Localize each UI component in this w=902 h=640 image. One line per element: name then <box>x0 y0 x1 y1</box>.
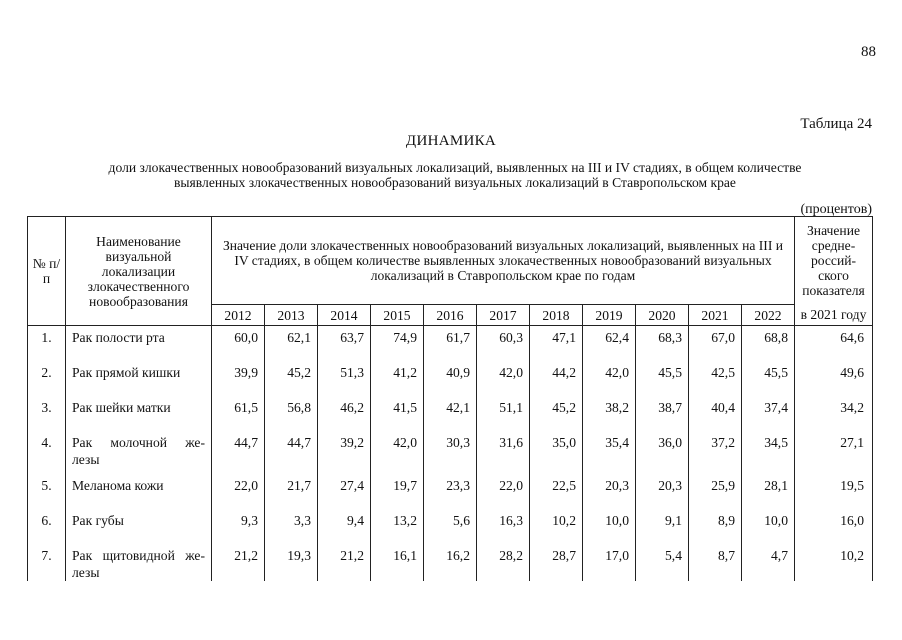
row-number: 2. <box>28 361 66 396</box>
header-avg-bottom: в 2021 году <box>795 305 873 326</box>
row-value: 19,7 <box>371 474 424 509</box>
row-value: 37,2 <box>689 431 742 474</box>
row-name-line-1: Рак губы <box>72 513 124 528</box>
header-name: Наименование визуальной локализации злокачественного новообразования <box>66 217 212 326</box>
row-average: 27,1 <box>795 431 873 474</box>
row-value: 9,1 <box>636 509 689 544</box>
row-value: 60,0 <box>212 326 265 362</box>
row-name <box>66 361 212 396</box>
row-value: 42,0 <box>477 361 530 396</box>
header-year: 2021 <box>689 305 742 326</box>
row-value: 61,5 <box>212 396 265 431</box>
row-value: 22,5 <box>530 474 583 509</box>
row-value: 35,4 <box>583 431 636 474</box>
row-value: 31,6 <box>477 431 530 474</box>
row-value: 44,2 <box>530 361 583 396</box>
row-name-line-1: Меланома кожи <box>72 478 164 493</box>
row-value: 40,4 <box>689 396 742 431</box>
row-name-line-2: лезы <box>72 452 100 467</box>
header-year: 2016 <box>424 305 477 326</box>
row-value: 21,7 <box>265 474 318 509</box>
row-value: 16,2 <box>424 544 477 581</box>
header-year: 2022 <box>742 305 795 326</box>
subtitle-line-2: выявленных злокачественных новообразований визуальных локализаций в Ставропольском крае <box>174 175 736 190</box>
row-name <box>66 509 212 544</box>
header-values-group: Значение доли злокачественных новообразований визуальных локализаций, выявленных на III и IV стадиях, в общем количестве выявленных злокачественных новообразований визуальных локализаций в Ставропольском крае по годам <box>212 217 795 305</box>
row-value: 39,2 <box>318 431 371 474</box>
row-average: 16,0 <box>795 509 873 544</box>
row-average: 49,6 <box>795 361 873 396</box>
row-value: 28,1 <box>742 474 795 509</box>
row-value: 61,7 <box>424 326 477 362</box>
row-name <box>66 474 212 509</box>
table-header <box>28 217 873 326</box>
row-name-line-1: Рак молочной же- <box>72 435 205 450</box>
row-value: 13,2 <box>371 509 424 544</box>
row-value: 68,8 <box>742 326 795 362</box>
row-number: 5. <box>28 474 66 509</box>
row-value: 62,1 <box>265 326 318 362</box>
row-name-line-2: лезы <box>72 565 100 580</box>
row-value: 10,2 <box>530 509 583 544</box>
row-value: 4,7 <box>742 544 795 581</box>
table-row <box>28 396 873 431</box>
header-year: 2020 <box>636 305 689 326</box>
row-value: 68,3 <box>636 326 689 362</box>
row-value: 63,7 <box>318 326 371 362</box>
units-label: (процентов) <box>800 202 872 217</box>
row-value: 51,1 <box>477 396 530 431</box>
row-value: 5,6 <box>424 509 477 544</box>
row-average: 19,5 <box>795 474 873 509</box>
table-row <box>28 431 873 474</box>
header-year: 2013 <box>265 305 318 326</box>
row-name-line-1: Рак щитовидной же- <box>72 548 205 563</box>
row-value: 62,4 <box>583 326 636 362</box>
header-year: 2018 <box>530 305 583 326</box>
row-value: 56,8 <box>265 396 318 431</box>
row-value: 19,3 <box>265 544 318 581</box>
table-row <box>28 509 873 544</box>
row-value: 10,0 <box>583 509 636 544</box>
row-average: 10,2 <box>795 544 873 581</box>
row-value: 9,3 <box>212 509 265 544</box>
row-name-line-1: Рак полости рта <box>72 330 165 345</box>
row-value: 22,0 <box>477 474 530 509</box>
row-value: 44,7 <box>265 431 318 474</box>
row-value: 37,4 <box>742 396 795 431</box>
row-value: 51,3 <box>318 361 371 396</box>
row-average: 34,2 <box>795 396 873 431</box>
table-row <box>28 544 873 581</box>
row-value: 8,7 <box>689 544 742 581</box>
row-value: 3,3 <box>265 509 318 544</box>
row-value: 45,2 <box>530 396 583 431</box>
row-name <box>66 326 212 362</box>
row-value: 45,5 <box>742 361 795 396</box>
header-year: 2012 <box>212 305 265 326</box>
row-number: 6. <box>28 509 66 544</box>
row-name <box>66 431 212 474</box>
row-value: 42,5 <box>689 361 742 396</box>
row-value: 21,2 <box>212 544 265 581</box>
row-value: 42,0 <box>583 361 636 396</box>
row-value: 35,0 <box>530 431 583 474</box>
row-value: 45,5 <box>636 361 689 396</box>
row-name <box>66 544 212 581</box>
row-value: 46,2 <box>318 396 371 431</box>
row-value: 41,2 <box>371 361 424 396</box>
row-value: 28,2 <box>477 544 530 581</box>
row-value: 34,5 <box>742 431 795 474</box>
page-number: 88 <box>861 44 876 60</box>
row-value: 23,3 <box>424 474 477 509</box>
row-value: 38,7 <box>636 396 689 431</box>
table-label: Таблица 24 <box>800 116 872 132</box>
row-value: 40,9 <box>424 361 477 396</box>
subtitle-line-1: доли злокачественных новообразований визуальных локализаций, выявленных на III и IV стадиях, в общем количестве <box>108 160 802 175</box>
row-value: 74,9 <box>371 326 424 362</box>
row-number: 4. <box>28 431 66 474</box>
row-value: 41,5 <box>371 396 424 431</box>
row-value: 42,1 <box>424 396 477 431</box>
table-row <box>28 474 873 509</box>
row-average: 64,6 <box>795 326 873 362</box>
row-value: 20,3 <box>583 474 636 509</box>
row-value: 5,4 <box>636 544 689 581</box>
row-number: 1. <box>28 326 66 362</box>
row-value: 25,9 <box>689 474 742 509</box>
table-row <box>28 361 873 396</box>
row-name-line-1: Рак шейки матки <box>72 400 171 415</box>
row-value: 16,3 <box>477 509 530 544</box>
row-value: 67,0 <box>689 326 742 362</box>
row-value: 60,3 <box>477 326 530 362</box>
row-value: 8,9 <box>689 509 742 544</box>
data-table <box>27 216 873 581</box>
row-value: 47,1 <box>530 326 583 362</box>
row-name <box>66 396 212 431</box>
header-year: 2019 <box>583 305 636 326</box>
table-row <box>28 326 873 362</box>
row-value: 17,0 <box>583 544 636 581</box>
row-name-line-1: Рак прямой кишки <box>72 365 181 380</box>
document-title: ДИНАМИКА <box>405 133 497 149</box>
row-value: 30,3 <box>424 431 477 474</box>
row-value: 42,0 <box>371 431 424 474</box>
document-subtitle <box>60 160 850 190</box>
row-value: 21,2 <box>318 544 371 581</box>
row-value: 27,4 <box>318 474 371 509</box>
row-value: 28,7 <box>530 544 583 581</box>
table-body <box>28 326 873 582</box>
row-value: 36,0 <box>636 431 689 474</box>
header-year: 2014 <box>318 305 371 326</box>
row-value: 45,2 <box>265 361 318 396</box>
row-value: 16,1 <box>371 544 424 581</box>
row-number: 3. <box>28 396 66 431</box>
row-value: 10,0 <box>742 509 795 544</box>
row-value: 22,0 <box>212 474 265 509</box>
row-value: 38,2 <box>583 396 636 431</box>
row-number: 7. <box>28 544 66 581</box>
header-year: 2015 <box>371 305 424 326</box>
header-num: № п/п <box>28 217 66 326</box>
row-value: 20,3 <box>636 474 689 509</box>
header-avg-top: Значение средне- россий- ского показателя <box>795 217 873 305</box>
header-year: 2017 <box>477 305 530 326</box>
row-value: 44,7 <box>212 431 265 474</box>
row-value: 9,4 <box>318 509 371 544</box>
row-value: 39,9 <box>212 361 265 396</box>
